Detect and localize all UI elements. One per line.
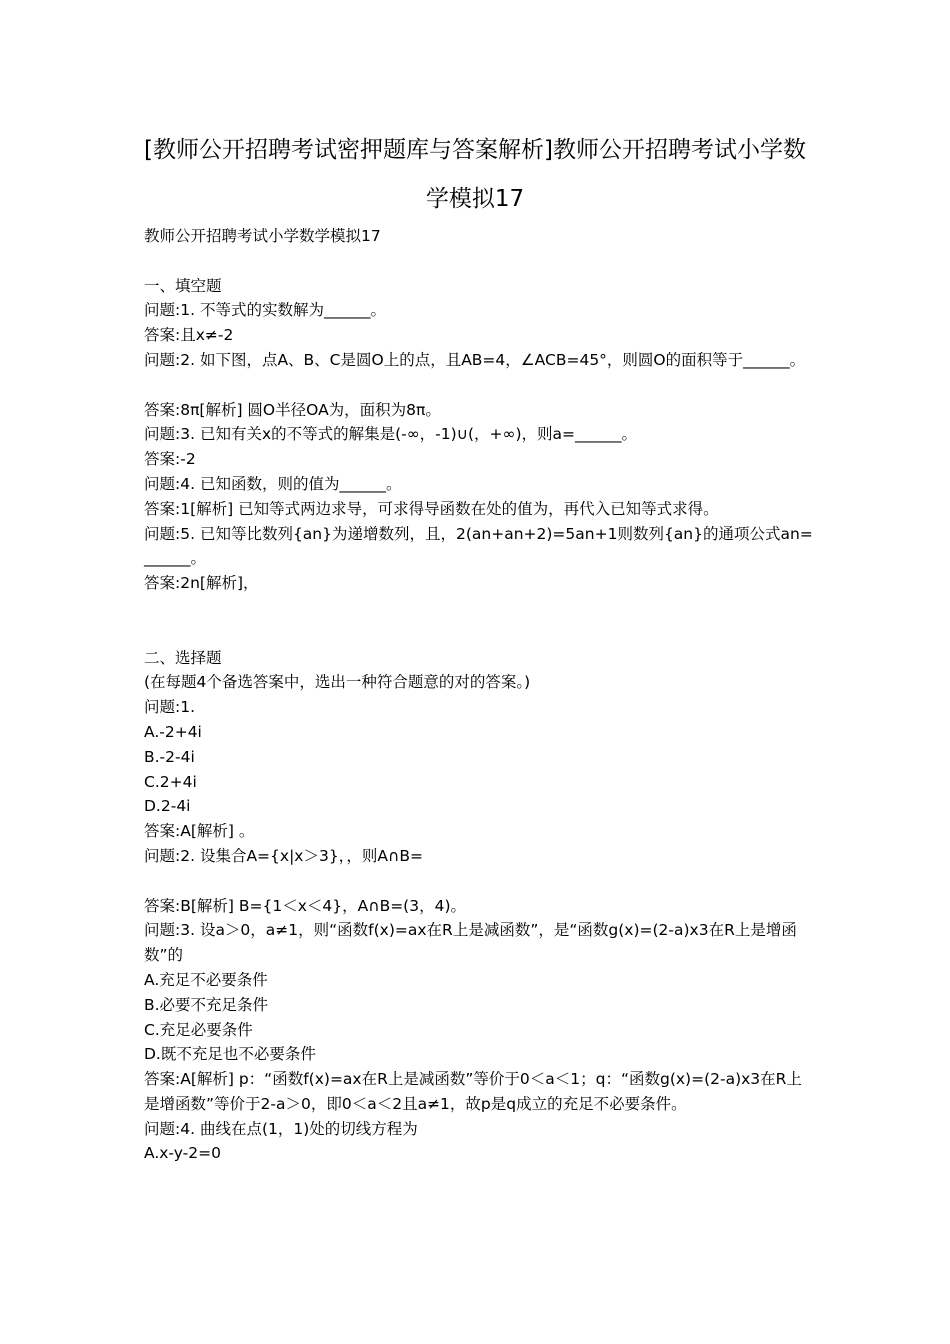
option-2-1-d: D.2-4i <box>144 797 191 816</box>
answer-1-4: 答案:1[解析] 已知等式两边求导，可求得导函数在处的值为，再代入已知等式求得。 <box>144 499 719 518</box>
answer-1-2: 答案:8π[解析] 圆O半径OA为，面积为8π。 <box>144 400 441 419</box>
option-2-1-a: A.-2+4i <box>144 722 202 741</box>
document-body <box>144 224 814 1166</box>
figure-placeholder <box>144 373 814 398</box>
document-title-line-1: [教师公开招聘考试密押题库与答案解析]教师公开招聘考试小学数 <box>144 137 806 163</box>
spacer <box>144 249 814 274</box>
answer-1-5: 答案:2n[解析]， <box>144 574 259 593</box>
question-1-2: 问题:2. 如下图，点A、B、C是圆O上的点，且AB=4，∠ACB=45°，则圆O的面积等于______。 <box>144 350 806 369</box>
option-2-3-b: B.必要不充足条件 <box>144 995 269 1014</box>
option-2-1-b: B.-2-4i <box>144 747 195 766</box>
options-placeholder <box>144 869 814 894</box>
question-2-4: 问题:4. 曲线在点(1，1)处的切线方程为 <box>144 1119 418 1138</box>
section-heading-multiple-choice: 二、选择题 <box>144 648 222 667</box>
answer-1-3: 答案:-2 <box>144 450 196 469</box>
question-2-1: 问题:1. <box>144 698 196 717</box>
answer-2-2: 答案:B[解析] B={1＜x＜4}，A∩B=(3，4)。 <box>144 896 467 915</box>
option-2-4-a: A.x-y-2=0 <box>144 1144 221 1163</box>
section-heading-fill-blank: 一、填空题 <box>144 276 222 295</box>
option-2-3-c: C.充足必要条件 <box>144 1020 253 1039</box>
spacer <box>144 596 814 646</box>
document-title-line-2: 学模拟17 <box>425 186 525 212</box>
question-2-2: 问题:2. 设集合A={x|x＞3}，，则A∩B= <box>144 846 424 865</box>
answer-2-3: 答案:A[解析] p：“函数f(x)=ax在R上是减函数”等价于0＜a＜1；q：“函数g(x)=(2-a)x3在R上是增函数”等价于2-a＞0，即0＜a＜2且a≠1，故p是q成立的充足不必要条件。 <box>144 1070 802 1113</box>
section-note: (在每题4个备选答案中，选出一种符合题意的对的答案。) <box>144 673 531 692</box>
question-1-5: 问题:5. 已知等比数列{an}为递增数列，且，2(an+an+2)=5an+1则数列{an}的通项公式an=______。 <box>144 524 813 568</box>
option-2-3-a: A.充足不必要条件 <box>144 970 268 989</box>
document-subtitle: 教师公开招聘考试小学数学模拟17 <box>144 227 381 245</box>
answer-1-1: 答案:且x≠-2 <box>144 326 234 345</box>
answer-2-1: 答案:A[解析] 。 <box>144 822 255 841</box>
question-2-3: 问题:3. 设a＞0，a≠1，则“函数f(x)=ax在R上是减函数”，是“函数g(x)=(2-a)x3在R上是增函数”的 <box>144 921 797 965</box>
question-1-1: 问题:1. 不等式的实数解为______。 <box>144 301 386 320</box>
option-2-1-c: C.2+4i <box>144 772 197 791</box>
question-1-4: 问题:4. 已知函数，则的值为______。 <box>144 474 402 493</box>
question-1-3: 问题:3. 已知有关x的不等式的解集是(-∞，-1)∪(，+∞)，则a=______。 <box>144 425 637 444</box>
option-2-3-d: D.既不充足也不必要条件 <box>144 1045 316 1064</box>
